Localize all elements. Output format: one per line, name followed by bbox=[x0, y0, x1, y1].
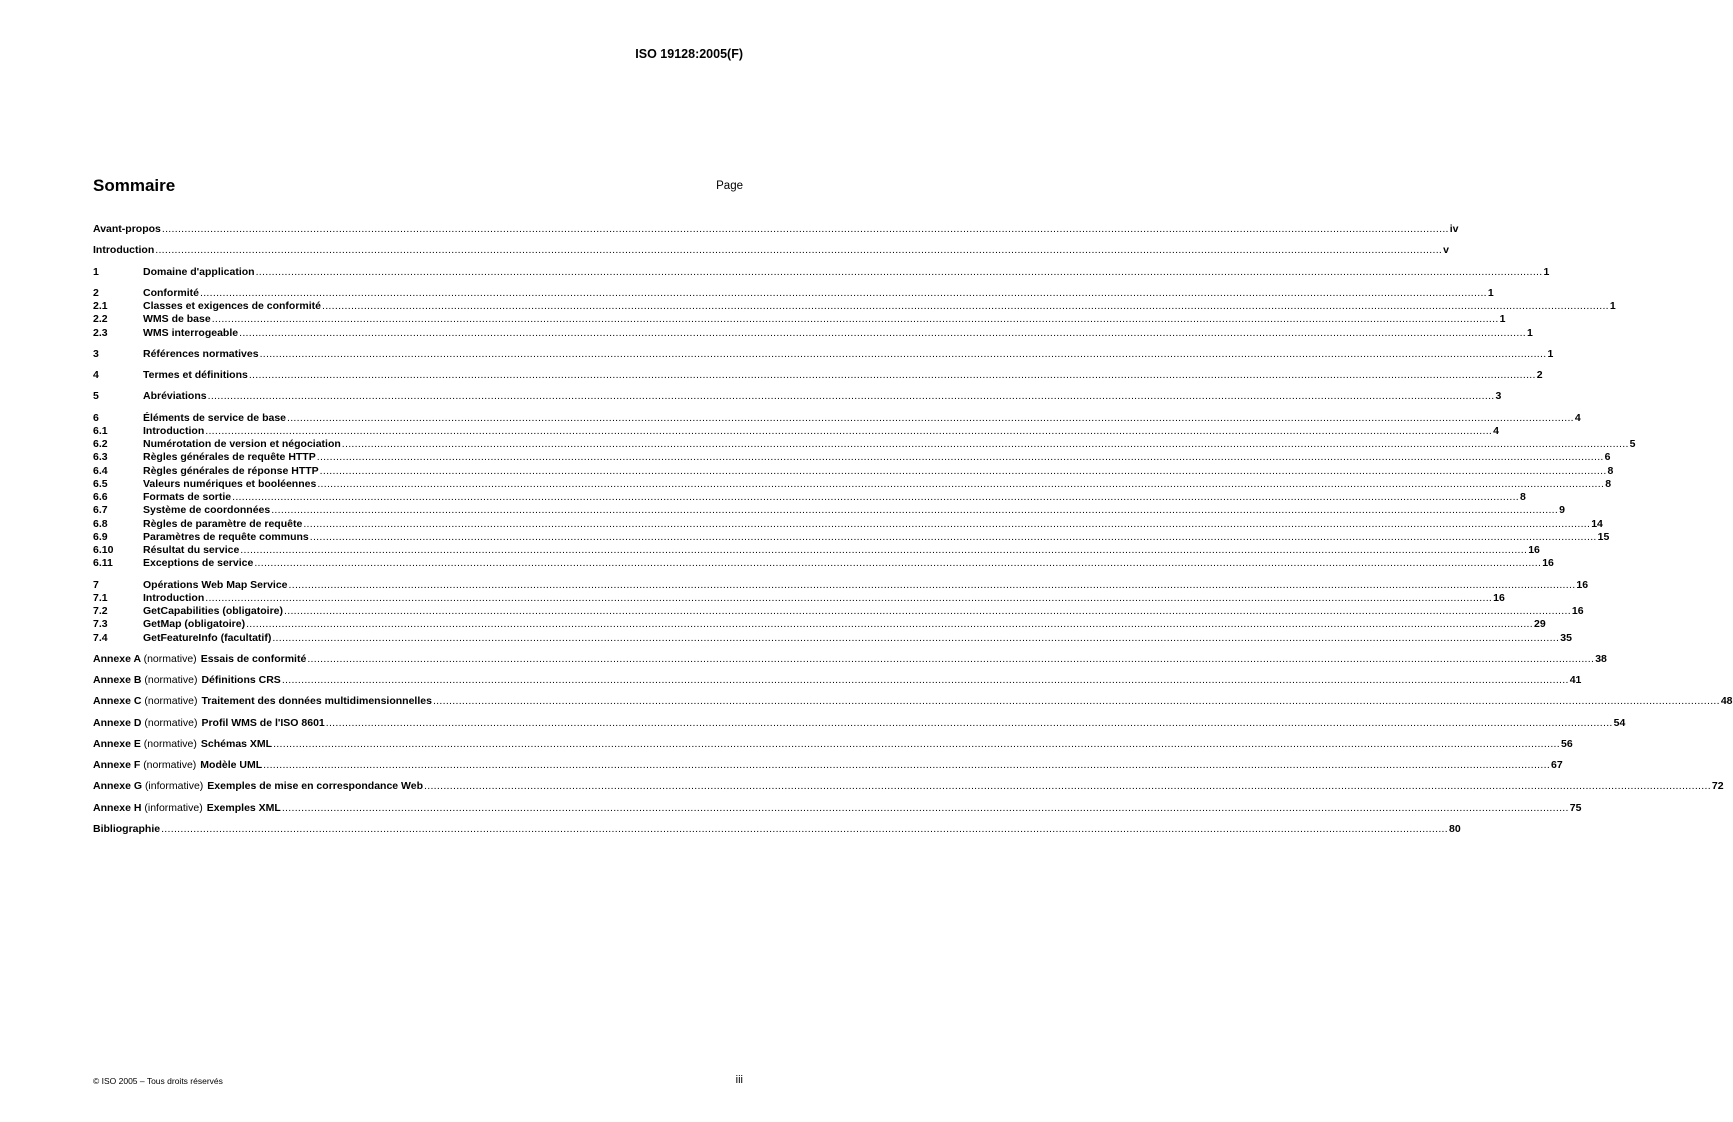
toc-entry-title: Valeurs numériques et booléennes bbox=[143, 477, 317, 490]
toc-entry-page: 38 bbox=[1595, 652, 1607, 665]
toc-annex-title bbox=[93, 717, 325, 730]
toc-entry-number: 2.3 bbox=[93, 326, 108, 339]
toc-entry-page: 4 bbox=[1493, 424, 1499, 437]
toc-leader-dots: ................................................................................................................................................................................................................................................................................................................................................................................................................ bbox=[240, 544, 1528, 556]
toc-entry-page: iv bbox=[1449, 223, 1459, 235]
document-id: ISO 19128:2005(F) bbox=[635, 47, 743, 61]
toc-entry-page: 8 bbox=[1520, 491, 1526, 503]
toc-leader-dots: ................................................................................................................................................................................................................................................................................................................................................................................................................ bbox=[288, 578, 1576, 591]
toc-leader-dots: ................................................................................................................................................................................................................................................................................................................................................................................................................ bbox=[248, 369, 1536, 381]
toc-entry-number: 7.4 bbox=[93, 631, 108, 644]
toc-entry-number: 6.4 bbox=[93, 464, 108, 477]
toc-annex-title bbox=[93, 695, 432, 708]
toc-entry-number: 6.3 bbox=[93, 451, 108, 464]
toc-entry-title: Exemples de mise en correspondance Web bbox=[207, 780, 424, 793]
toc-entry-title: Avant-propos bbox=[93, 223, 161, 235]
toc-entry[interactable] bbox=[93, 326, 1533, 340]
toc-entry-title: Introduction bbox=[93, 244, 155, 257]
toc-entry-title: Exceptions de service bbox=[143, 557, 254, 570]
toc-entry-number: 4 bbox=[93, 369, 99, 381]
toc-entry-page: 1 bbox=[1527, 326, 1533, 339]
toc-entry[interactable] bbox=[93, 530, 1610, 544]
toc-leader-dots: ................................................................................................................................................................................................................................................................................................................................................................................................................ bbox=[341, 438, 1629, 450]
toc-entry-number: 7.2 bbox=[93, 605, 108, 617]
toc-entry-title: Opérations Web Map Service bbox=[143, 578, 288, 591]
toc-leader-dots: ................................................................................................................................................................................................................................................................................................................................................................................................................ bbox=[325, 716, 1613, 729]
toc-entry[interactable] bbox=[93, 223, 1459, 236]
toc-entry-page: 1 bbox=[1487, 286, 1494, 299]
toc-annex-title bbox=[93, 759, 262, 772]
toc-entry-page: 1 bbox=[1543, 265, 1550, 278]
toc-entry-number: 1 bbox=[93, 265, 99, 278]
toc-leader-dots: ................................................................................................................................................................................................................................................................................................................................................................................................................ bbox=[307, 652, 1595, 665]
toc-entry-page: 16 bbox=[1571, 605, 1584, 617]
toc-entry-page: 16 bbox=[1528, 544, 1540, 556]
toc-annex-title bbox=[93, 738, 272, 751]
toc-entry-number: 5 bbox=[93, 390, 99, 403]
toc-entry-page: 56 bbox=[1560, 737, 1573, 750]
toc-annex-label: Annexe C bbox=[93, 695, 142, 708]
toc-entry-number: 6.1 bbox=[93, 424, 108, 437]
toc-entry-title: Introduction bbox=[143, 591, 205, 604]
toc-annex-kind: (normative) bbox=[144, 695, 198, 708]
toc-leader-dots: ................................................................................................................................................................................................................................................................................................................................................................................................................ bbox=[319, 464, 1607, 477]
toc-entry-page: 4 bbox=[1574, 411, 1581, 424]
toc-entry-page: 75 bbox=[1569, 801, 1582, 814]
toc-leader-dots: ................................................................................................................................................................................................................................................................................................................................................................................................................ bbox=[246, 618, 1533, 631]
toc-entry-page: 1 bbox=[1547, 347, 1554, 360]
toc-entry-page: 41 bbox=[1569, 674, 1582, 686]
toc-entry-number: 6.2 bbox=[93, 438, 108, 450]
toc-leader-dots: ................................................................................................................................................................................................................................................................................................................................................................................................................ bbox=[205, 424, 1493, 437]
toc-entry[interactable] bbox=[93, 265, 1550, 279]
toc-entry-page: 80 bbox=[1448, 822, 1461, 835]
toc-entry[interactable] bbox=[93, 544, 1540, 557]
toc-entry[interactable] bbox=[93, 631, 1572, 645]
toc-entry-page: v bbox=[1443, 244, 1449, 257]
toc-entry[interactable] bbox=[93, 716, 1626, 730]
toc-entry-page: 8 bbox=[1605, 477, 1612, 490]
toc-entry-title: GetMap (obligatoire) bbox=[143, 618, 246, 631]
toc-entry[interactable] bbox=[93, 464, 1614, 478]
toc-annex-kind: (normative) bbox=[144, 716, 198, 729]
toc-annex-kind: (informative) bbox=[144, 780, 204, 793]
toc-entry-number: 6.7 bbox=[93, 504, 108, 517]
toc-entry-number: 6.8 bbox=[93, 517, 108, 530]
toc-entry-title: Système de coordonnées bbox=[143, 504, 271, 517]
toc-entry-number: 2.2 bbox=[93, 313, 108, 326]
toc-entry-page: 15 bbox=[1597, 530, 1610, 543]
toc-entry[interactable] bbox=[93, 801, 1582, 815]
toc-entry-title: WMS interrogeable bbox=[143, 326, 239, 339]
toc-entry[interactable] bbox=[93, 424, 1499, 438]
toc-entry[interactable] bbox=[93, 313, 1506, 326]
contents-heading bbox=[93, 176, 743, 200]
toc-leader-dots: ................................................................................................................................................................................................................................................................................................................................................................................................................ bbox=[205, 591, 1493, 604]
toc-leader-dots: ................................................................................................................................................................................................................................................................................................................................................................................................................ bbox=[281, 801, 1569, 814]
toc-annex-kind: (informative) bbox=[144, 801, 203, 814]
toc-entry[interactable] bbox=[93, 504, 1565, 517]
toc-entry-page: 16 bbox=[1542, 557, 1554, 570]
toc-entry[interactable] bbox=[93, 674, 1582, 687]
toc-leader-dots: ................................................................................................................................................................................................................................................................................................................................................................................................................ bbox=[309, 530, 1597, 543]
toc-leader-dots: ................................................................................................................................................................................................................................................................................................................................................................................................................ bbox=[255, 265, 1543, 278]
toc-annex-kind: (normative) bbox=[144, 674, 198, 686]
toc-leader-dots: ................................................................................................................................................................................................................................................................................................................................................................................................................ bbox=[259, 347, 1547, 360]
toc-leader-dots: ................................................................................................................................................................................................................................................................................................................................................................................................................ bbox=[155, 244, 1443, 257]
toc-annex-kind: (normative) bbox=[143, 737, 197, 750]
toc-entry[interactable] bbox=[93, 369, 1543, 382]
page-column-label: Page bbox=[716, 180, 743, 192]
toc-entry-number: 2 bbox=[93, 286, 99, 299]
toc-leader-dots: ................................................................................................................................................................................................................................................................................................................................................................................................................ bbox=[322, 300, 1609, 312]
toc-entry-title: GetFeatureInfo (facultatif) bbox=[143, 631, 272, 644]
toc-entry-page: 9 bbox=[1559, 504, 1565, 517]
toc-leader-dots: ................................................................................................................................................................................................................................................................................................................................................................................................................ bbox=[432, 695, 1720, 708]
table-of-contents bbox=[93, 223, 1733, 836]
toc-entry-number: 6 bbox=[93, 411, 99, 424]
toc-entry[interactable] bbox=[93, 300, 1616, 313]
toc-leader-dots: ................................................................................................................................................................................................................................................................................................................................................................................................................ bbox=[271, 504, 1559, 517]
toc-entry[interactable] bbox=[93, 759, 1563, 772]
toc-entry-page: 14 bbox=[1591, 517, 1603, 530]
page-title: Sommaire bbox=[93, 176, 176, 195]
toc-entry-title: Numérotation de version et négociation bbox=[143, 438, 341, 450]
toc-entry-title: Résultat du service bbox=[143, 544, 240, 556]
toc-entry[interactable] bbox=[93, 652, 1607, 666]
toc-leader-dots: ................................................................................................................................................................................................................................................................................................................................................................................................................ bbox=[239, 326, 1526, 339]
toc-entry[interactable] bbox=[93, 695, 1733, 708]
toc-entry[interactable] bbox=[93, 618, 1546, 631]
toc-annex-label: Annexe G bbox=[93, 780, 143, 793]
toc-annex-label: Annexe H bbox=[93, 801, 142, 814]
toc-entry-title: Références normatives bbox=[143, 347, 259, 360]
toc-entry-title: Définitions CRS bbox=[201, 674, 281, 686]
toc-entry-title: Règles générales de réponse HTTP bbox=[143, 464, 319, 477]
toc-entry-title: Profil WMS de l'ISO 8601 bbox=[201, 716, 325, 729]
toc-entry[interactable] bbox=[93, 477, 1612, 491]
toc-entry-title: Abréviations bbox=[143, 390, 207, 403]
toc-entry-page: 16 bbox=[1576, 578, 1589, 591]
toc-entry-page: 5 bbox=[1629, 438, 1636, 450]
toc-entry-page: 16 bbox=[1493, 591, 1505, 604]
toc-entry[interactable] bbox=[93, 438, 1636, 451]
toc-entry-title: Essais de conformité bbox=[200, 652, 307, 665]
toc-entry-number: 6.10 bbox=[93, 544, 114, 556]
toc-entry-number: 2.1 bbox=[93, 300, 108, 312]
toc-annex-title bbox=[93, 653, 306, 666]
toc-leader-dots: ................................................................................................................................................................................................................................................................................................................................................................................................................ bbox=[281, 674, 1569, 686]
toc-leader-dots: ................................................................................................................................................................................................................................................................................................................................................................................................................ bbox=[161, 822, 1448, 835]
toc-entry-title: Domaine d'application bbox=[143, 265, 255, 278]
toc-leader-dots: ................................................................................................................................................................................................................................................................................................................................................................................................................ bbox=[207, 390, 1495, 403]
toc-leader-dots: ................................................................................................................................................................................................................................................................................................................................................................................................................ bbox=[232, 491, 1519, 503]
toc-entry-title: Règles de paramètre de requête bbox=[143, 517, 303, 530]
page-number: iii bbox=[735, 1074, 743, 1086]
toc-entry-title: WMS de base bbox=[143, 313, 211, 326]
toc-entry-number: 7.3 bbox=[93, 618, 108, 631]
toc-annex-kind: (normative) bbox=[143, 652, 197, 665]
toc-entry-number: 6.5 bbox=[93, 477, 108, 490]
toc-entry[interactable] bbox=[93, 347, 1554, 361]
toc-entry[interactable] bbox=[93, 244, 1449, 257]
copyright-notice: © ISO 2005 – Tous droits réservés bbox=[93, 1076, 223, 1086]
toc-leader-dots: ................................................................................................................................................................................................................................................................................................................................................................................................................ bbox=[317, 477, 1605, 490]
toc-entry-title: Formats de sortie bbox=[143, 491, 232, 503]
toc-entry[interactable] bbox=[93, 390, 1502, 403]
toc-entry-page: 1 bbox=[1499, 313, 1506, 326]
toc-annex-label: Annexe F bbox=[93, 759, 141, 771]
toc-entry-page: 3 bbox=[1495, 390, 1502, 403]
toc-leader-dots: ................................................................................................................................................................................................................................................................................................................................................................................................................ bbox=[303, 517, 1591, 530]
toc-entry-title: Termes et définitions bbox=[143, 369, 248, 381]
toc-entry-page: 29 bbox=[1533, 618, 1546, 631]
toc-entry-title: Exemples XML bbox=[206, 801, 281, 814]
toc-entry-page: 48 bbox=[1720, 695, 1733, 708]
toc-entry-number: 6.9 bbox=[93, 530, 108, 543]
toc-leader-dots: ................................................................................................................................................................................................................................................................................................................................................................................................................ bbox=[272, 631, 1560, 644]
toc-leader-dots: ................................................................................................................................................................................................................................................................................................................................................................................................................ bbox=[273, 737, 1560, 750]
toc-entry-number: 6.6 bbox=[93, 491, 108, 503]
toc-entry[interactable] bbox=[93, 491, 1526, 504]
toc-entry-page: 1 bbox=[1609, 300, 1616, 312]
toc-leader-dots: ................................................................................................................................................................................................................................................................................................................................................................................................................ bbox=[254, 557, 1542, 570]
toc-leader-dots: ................................................................................................................................................................................................................................................................................................................................................................................................................ bbox=[284, 605, 1571, 617]
toc-leader-dots: ................................................................................................................................................................................................................................................................................................................................................................................................................ bbox=[263, 759, 1551, 771]
toc-leader-dots: ................................................................................................................................................................................................................................................................................................................................................................................................................ bbox=[161, 223, 1449, 235]
toc-entry[interactable] bbox=[93, 451, 1611, 464]
toc-entry[interactable] bbox=[93, 286, 1494, 300]
toc-entry[interactable] bbox=[93, 605, 1584, 618]
toc-entry-page: 6 bbox=[1604, 451, 1611, 464]
toc-annex-title bbox=[93, 674, 281, 687]
toc-annex-label: Annexe D bbox=[93, 716, 142, 729]
toc-entry-title: Conformité bbox=[143, 286, 199, 299]
toc-leader-dots: ................................................................................................................................................................................................................................................................................................................................................................................................................ bbox=[211, 313, 1499, 326]
toc-entry[interactable] bbox=[93, 517, 1603, 531]
toc-annex-label: Annexe B bbox=[93, 674, 142, 686]
toc-leader-dots: ................................................................................................................................................................................................................................................................................................................................................................................................................ bbox=[200, 286, 1487, 299]
toc-entry[interactable] bbox=[93, 411, 1581, 425]
toc-entry-page: 35 bbox=[1560, 631, 1572, 644]
toc-entry-page: 2 bbox=[1536, 369, 1543, 381]
toc-leader-dots: ................................................................................................................................................................................................................................................................................................................................................................................................................ bbox=[424, 780, 1711, 793]
toc-leader-dots: ................................................................................................................................................................................................................................................................................................................................................................................................................ bbox=[316, 451, 1604, 464]
toc-entry-title: Introduction bbox=[143, 424, 205, 437]
toc-annex-kind: (normative) bbox=[143, 759, 197, 771]
toc-entry-title: Bibliographie bbox=[93, 822, 161, 835]
toc-entry[interactable] bbox=[93, 737, 1573, 751]
toc-entry[interactable] bbox=[93, 780, 1724, 793]
toc-annex-title bbox=[93, 802, 281, 815]
toc-entry-title: Paramètres de requête communs bbox=[143, 530, 309, 543]
toc-entry-title: Modèle UML bbox=[200, 759, 263, 771]
toc-entry-title: Schémas XML bbox=[200, 737, 273, 750]
toc-leader-dots: ................................................................................................................................................................................................................................................................................................................................................................................................................ bbox=[287, 411, 1574, 424]
toc-entry[interactable] bbox=[93, 822, 1461, 836]
toc-entry[interactable] bbox=[93, 557, 1554, 570]
toc-entry-title: Règles générales de requête HTTP bbox=[143, 451, 316, 464]
toc-entry-page: 72 bbox=[1711, 780, 1724, 793]
toc-entry[interactable] bbox=[93, 578, 1589, 592]
toc-entry[interactable] bbox=[93, 591, 1505, 605]
toc-entry-title: Classes et exigences de conformité bbox=[143, 300, 321, 312]
toc-entry-number: 7.1 bbox=[93, 591, 108, 604]
toc-entry-title: GetCapabilities (obligatoire) bbox=[143, 605, 284, 617]
toc-entry-page: 54 bbox=[1613, 716, 1626, 729]
toc-entry-page: 8 bbox=[1607, 464, 1614, 477]
toc-entry-title: Traitement des données multidimensionnelles bbox=[201, 695, 432, 708]
toc-annex-label: Annexe A bbox=[93, 652, 141, 665]
toc-entry-number: 7 bbox=[93, 578, 99, 591]
toc-annex-title bbox=[93, 780, 423, 793]
toc-entry-title: Éléments de service de base bbox=[143, 411, 286, 424]
toc-entry-number: 3 bbox=[93, 347, 99, 360]
toc-entry-number: 6.11 bbox=[93, 557, 113, 570]
toc-entry-page: 67 bbox=[1551, 759, 1563, 771]
toc-annex-label: Annexe E bbox=[93, 737, 141, 750]
